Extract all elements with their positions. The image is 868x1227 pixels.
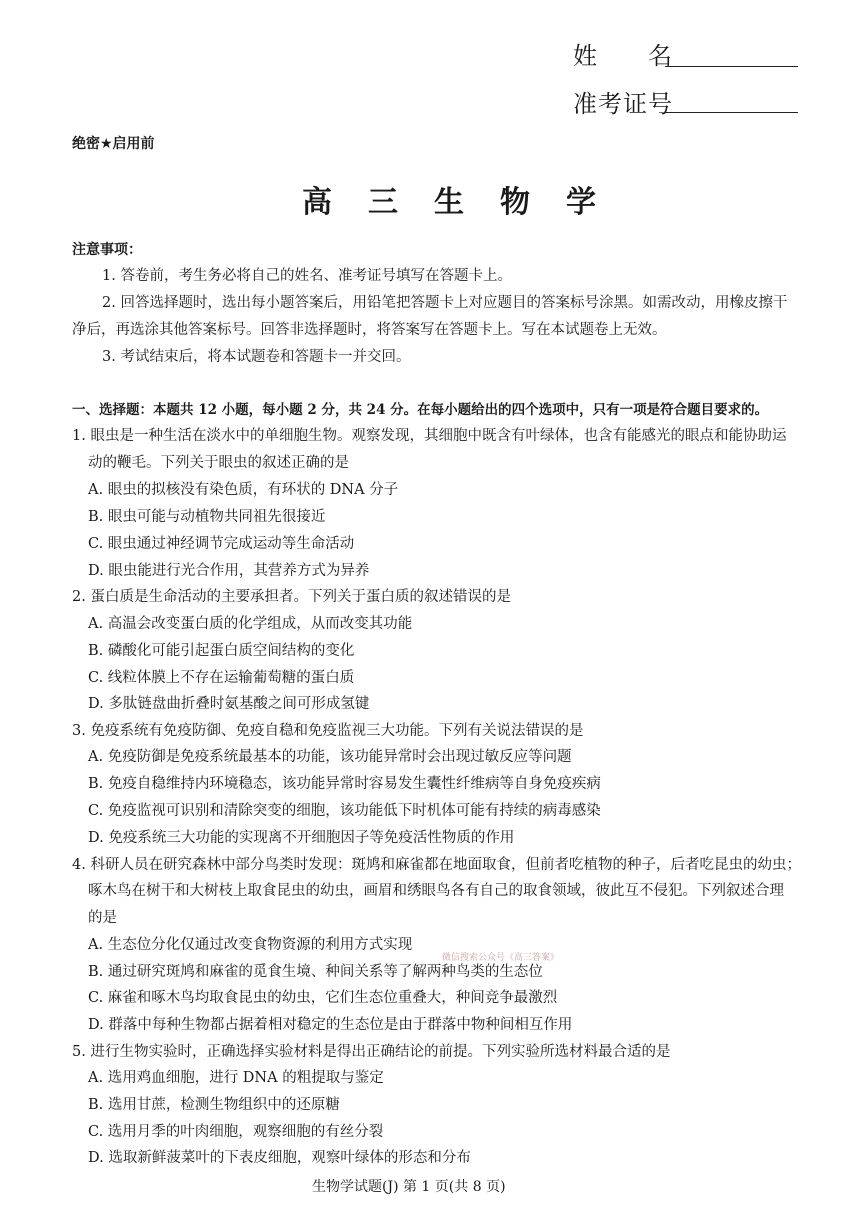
name-label: 姓 名 [573, 42, 673, 70]
note-item-2-line-2: 净后，再选涂其他答案标号。回答非选择题时，将答案写在答题卡上。写在本试题卷上无效。 [72, 322, 667, 338]
q3-option-c: C. 免疫监视可识别和清除突变的细胞，该功能低下时机体可能有持续的病毒感染 [88, 803, 601, 819]
q4-option-a: A. 生态位分化仅通过改变食物资源的利用方式实现 [88, 937, 413, 953]
note-item-1: 1. 答卷前，考生务必将自己的姓名、准考证号填写在答题卡上。 [102, 268, 512, 284]
q3-stem: 3. 免疫系统有免疫防御、免疫自稳和免疫监视三大功能。下列有关说法错误的是 [72, 723, 584, 739]
q5-option-a: A. 选用鸡血细胞，进行 DNA 的粗提取与鉴定 [88, 1070, 384, 1086]
q1-stem-line-1: 1. 眼虫是一种生活在淡水中的单细胞生物。观察发现，其细胞中既含有叶绿体，也含有能感光的眼点和能协助运 [72, 428, 787, 444]
q2-option-c: C. 线粒体膜上不存在运输葡萄糖的蛋白质 [88, 670, 355, 686]
confidential-mark: 绝密★启用前 [72, 136, 155, 152]
page-title: 高三生物学 [302, 185, 632, 220]
watermark: 微信搜索公众号《高三答案》 [442, 953, 560, 963]
q3-option-a: A. 免疫防御是免疫系统最基本的功能，该功能异常时会出现过敏反应等问题 [88, 749, 572, 765]
q4-stem-line-3: 的是 [88, 910, 117, 926]
q4-stem-line-2: 啄木鸟在树干和大树枝上取食昆虫的幼虫，画眉和绣眼鸟各有自己的取食领域，彼此互不侵犯。下列叙述合理 [88, 883, 784, 899]
q1-option-c: C. 眼虫通过神经调节完成运动等生命活动 [88, 536, 355, 552]
exam-id-label: 准考证号 [573, 90, 673, 118]
q2-option-d: D. 多肽链盘曲折叠时氨基酸之间可形成氢键 [88, 696, 370, 712]
q2-stem: 2. 蛋白质是生命活动的主要承担者。下列关于蛋白质的叙述错误的是 [72, 589, 511, 605]
q1-stem-line-2: 动的鞭毛。下列关于眼虫的叙述正确的是 [88, 455, 349, 471]
q5-option-b: B. 选用甘蔗，检测生物组织中的还原糖 [88, 1097, 340, 1113]
q4-option-b: B. 通过研究斑鸠和麻雀的觅食生境、种间关系等了解两种鸟类的生态位 [88, 964, 543, 980]
q4-option-d: D. 群落中每种生物都占据着相对稳定的生态位是由于群落中物种间相互作用 [88, 1017, 573, 1033]
q2-option-b: B. 磷酸化可能引起蛋白质空间结构的变化 [88, 643, 355, 659]
q3-option-b: B. 免疫自稳维持内环境稳态，该功能异常时容易发生囊性纤维病等自身免疫疾病 [88, 776, 601, 792]
q1-option-d: D. 眼虫能进行光合作用，其营养方式为异养 [88, 563, 370, 579]
note-item-2-line-1: 2. 回答选择题时，选出每小题答案后，用铅笔把答题卡上对应题目的答案标号涂黑。如需改动，用橡皮擦干 [102, 295, 788, 311]
q4-stem-line-1: 4. 科研人员在研究森林中部分鸟类时发现：斑鸠和麻雀都在地面取食，但前者吃植物的种子，后者吃昆虫的幼虫； [72, 857, 801, 873]
q4-option-c: C. 麻雀和啄木鸟均取食昆虫的幼虫，它们生态位重叠大，种间竞争最激烈 [88, 990, 558, 1006]
q2-option-a: A. 高温会改变蛋白质的化学组成，从而改变其功能 [88, 616, 413, 632]
q5-stem: 5. 进行生物实验时，正确选择实验材料是得出正确结论的前提。下列实验所选材料最合适的是 [72, 1044, 671, 1060]
exam-id-blank-line [665, 112, 798, 113]
q3-option-d: D. 免疫系统三大功能的实现离不开细胞因子等免疫活性物质的作用 [88, 830, 515, 846]
q5-option-d: D. 选取新鲜菠菜叶的下表皮细胞，观察叶绿体的形态和分布 [88, 1150, 471, 1166]
section-1-heading: 一、选择题：本题共 12 小题，每小题 2 分，共 24 分。在每小题给出的四个选项中，只有一项是符合题目要求的。 [72, 402, 769, 418]
page-footer: 生物学试题(J) 第 1 页(共 8 页) [312, 1179, 506, 1195]
notes-heading: 注意事项： [72, 242, 142, 258]
q1-option-a: A. 眼虫的拟核没有染色质，有环状的 DNA 分子 [88, 482, 399, 498]
q1-option-b: B. 眼虫可能与动植物共同祖先很接近 [88, 509, 326, 525]
note-item-3: 3. 考试结束后，将本试题卷和答题卡一并交回。 [102, 349, 411, 365]
q5-option-c: C. 选用月季的叶肉细胞，观察细胞的有丝分裂 [88, 1124, 384, 1140]
name-blank-line [665, 66, 798, 67]
